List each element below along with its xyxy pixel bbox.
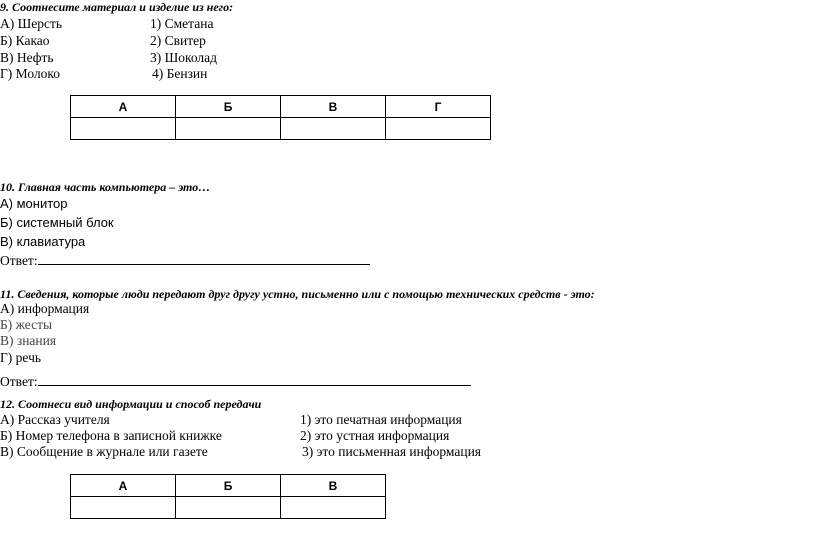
question-10-title: 10. Главная часть компьютера – это… [0, 180, 211, 194]
q12-answer-cell-b[interactable] [176, 497, 281, 519]
q9-right-4: 4) Бензин [152, 66, 208, 81]
q12-answer-cell-a[interactable] [71, 497, 176, 519]
q10-option-c: В) клавиатура [0, 234, 86, 249]
q12-header-a: А [71, 475, 176, 497]
q9-answer-cell-a[interactable] [71, 118, 176, 140]
q9-answer-table [70, 95, 491, 140]
q11-option-c: В) знания [0, 333, 57, 348]
q9-left-d: Г) Молоко [0, 66, 61, 81]
q12-header-b: Б [176, 475, 281, 497]
q11-option-d: Г) речь [0, 350, 42, 365]
q11-answer-row [0, 374, 471, 390]
q10-answer-line[interactable] [38, 253, 370, 265]
q12-left-a: А) Рассказ учителя [0, 412, 110, 427]
q10-option-b: Б) системный блок [0, 215, 114, 230]
q11-option-b: Б) жесты [0, 317, 53, 332]
q9-right-2: 2) Свитер [150, 33, 206, 48]
q12-header-c: В [281, 475, 386, 497]
q12-right-2: 2) это устная информация [300, 428, 450, 443]
q9-header-c: В [281, 96, 386, 118]
question-9-title: 9. Соотнесите материал и изделие из него: [0, 0, 234, 14]
q12-answer-cell-c[interactable] [281, 497, 386, 519]
q9-header-a: А [71, 96, 176, 118]
q11-answer-label: Ответ: [0, 374, 38, 389]
q9-answer-cell-b[interactable] [176, 118, 281, 140]
q9-answer-cell-d[interactable] [386, 118, 491, 140]
q12-left-b: Б) Номер телефона в записной книжке [0, 428, 222, 443]
q11-option-a: А) информация [0, 301, 90, 316]
q9-header-b: Б [176, 96, 281, 118]
q10-answer-label: Ответ: [0, 253, 38, 268]
q10-option-a: А) монитор [0, 196, 68, 211]
q10-answer-row [0, 253, 370, 269]
q12-left-c: В) Сообщение в журнале или газете [0, 444, 208, 459]
q9-left-a: А) Шерсть [0, 16, 63, 31]
q11-answer-line[interactable] [38, 374, 471, 386]
q9-left-c: В) Нефть [0, 50, 54, 65]
q9-answer-cell-c[interactable] [281, 118, 386, 140]
q12-answer-table [70, 474, 386, 519]
q12-right-1: 1) это печатная информация [300, 412, 462, 427]
q9-right-3: 3) Шоколад [150, 50, 218, 65]
q9-left-b: Б) Какао [0, 33, 50, 48]
question-11-title: 11. Сведения, которые люди передают друг другу устно, письменно или с помощью технических средств - это: [0, 287, 595, 301]
q12-right-3: 3) это письменная информация [302, 444, 482, 459]
question-12-title: 12. Соотнеси вид информации и способ передачи [0, 397, 262, 411]
q9-header-d: Г [386, 96, 491, 118]
q9-right-1: 1) Сметана [150, 16, 214, 31]
